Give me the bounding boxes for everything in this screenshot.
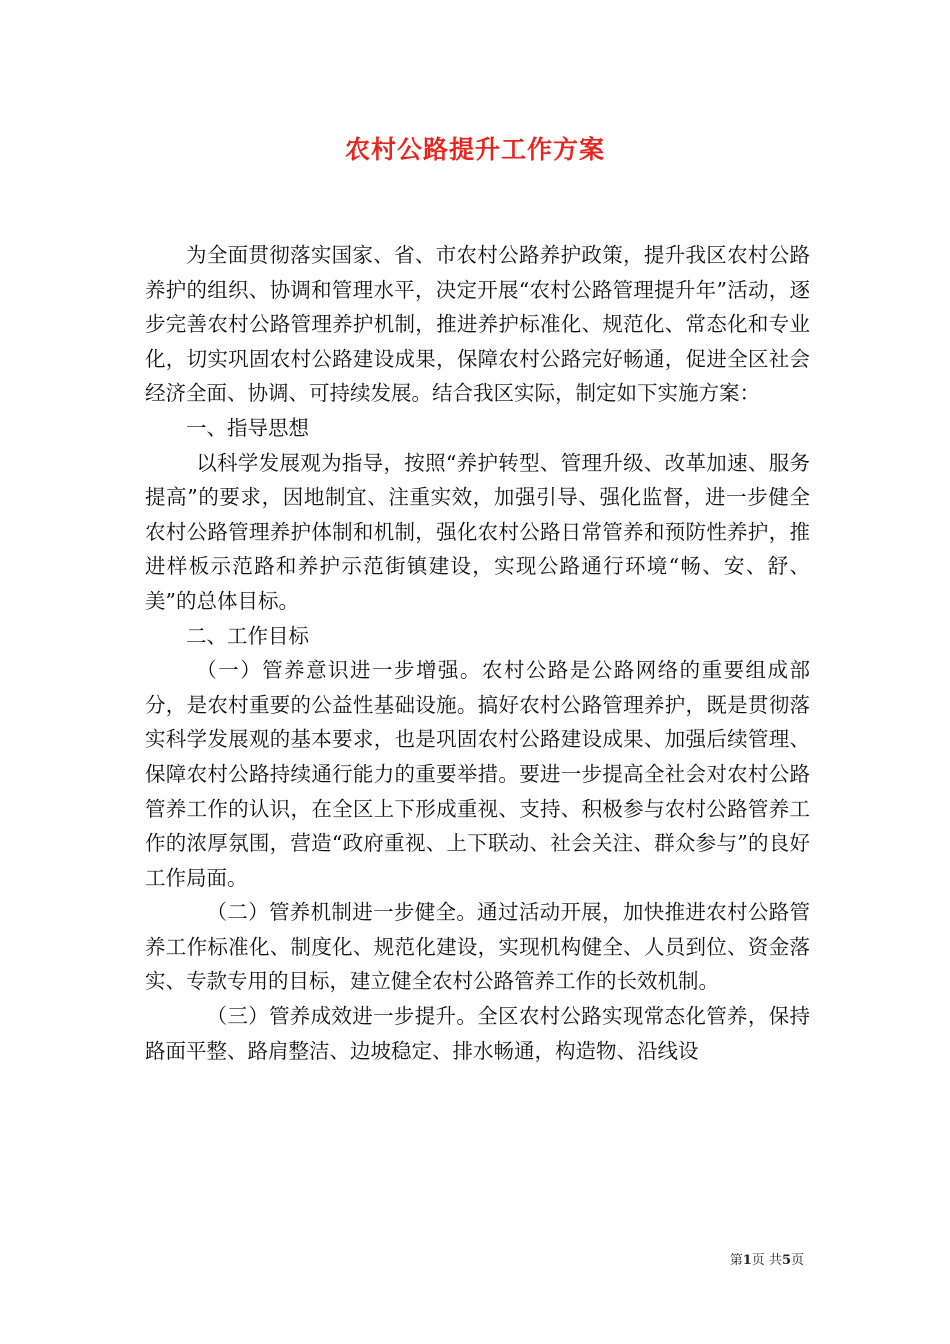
footer-suffix: 页 <box>790 1253 804 1268</box>
intro-paragraph: 为全面贯彻落实国家、省、市农村公路养护政策，提升我区农村公路养护的组织、协调和管理水平，决定开展“农村公路管理提升年”活动，逐步完善农村公路管理养护机制，推进养护标准化、规范化、常态化和专业化，切实巩固农村公路建设成果，保障农村公路完好畅通，促进全区社会经济全面、协调、可持续发展。结合我区实际，制定如下实施方案： <box>145 243 810 406</box>
document-body <box>145 238 810 1068</box>
section-heading-guiding-thought: 一、指导思想 <box>186 415 309 440</box>
section-heading-work-goals: 二、工作目标 <box>186 623 309 648</box>
goal-paragraph-2: （二）管养机制进一步健全。通过活动开展，加快推进农村公路管养工作标准化、制度化、规范化建设，实现机构健全、人员到位、资金落实、专款专用的目标，建立健全农村公路管养工作的长效机制。 <box>145 900 810 994</box>
footer-current-page: 1 <box>742 1253 752 1268</box>
goal-paragraph-3: （三）管养成效进一步提升。全区农村公路实现常态化管养，保持路面平整、路肩整洁、边坡稳定、排水畅通，构造物、沿线设 <box>145 1004 810 1063</box>
guiding-thought-paragraph: 以科学发展观为指导，按照“养护转型、管理升级、改革加速、服务提高”的要求，因地制宜、注重实效，加强引导、强化监督，进一步健全农村公路管理养护体制和机制，强化农村公路日常管养和预防性养护，推进样板示范路和养护示范街镇建设，实现公路通行环境“畅、安、舒、美”的总体目标。 <box>145 450 810 613</box>
footer-total-pages: 5 <box>781 1253 791 1268</box>
footer-middle: 页 共 <box>751 1253 782 1268</box>
footer-prefix: 第 <box>729 1253 743 1268</box>
document-title: 农村公路提升工作方案 <box>344 135 605 164</box>
goal-paragraph-1: （一）管养意识进一步增强。农村公路是公路网络的重要组成部分，是农村重要的公益性基础设施。搞好农村公路管理养护，既是贯彻落实科学发展观的基本要求，也是巩固农村公路建设成果、加强后续管理、保障农村公路持续通行能力的重要举措。要进一步提高全社会对农村公路管养工作的认识，在全区上下形成重视、支持、积极参与农村公路管养工作的浓厚氛围，营造“政府重视、上下联动、社会关注、群众参与”的良好工作局面。 <box>145 658 810 890</box>
page-number-footer <box>730 1249 804 1268</box>
